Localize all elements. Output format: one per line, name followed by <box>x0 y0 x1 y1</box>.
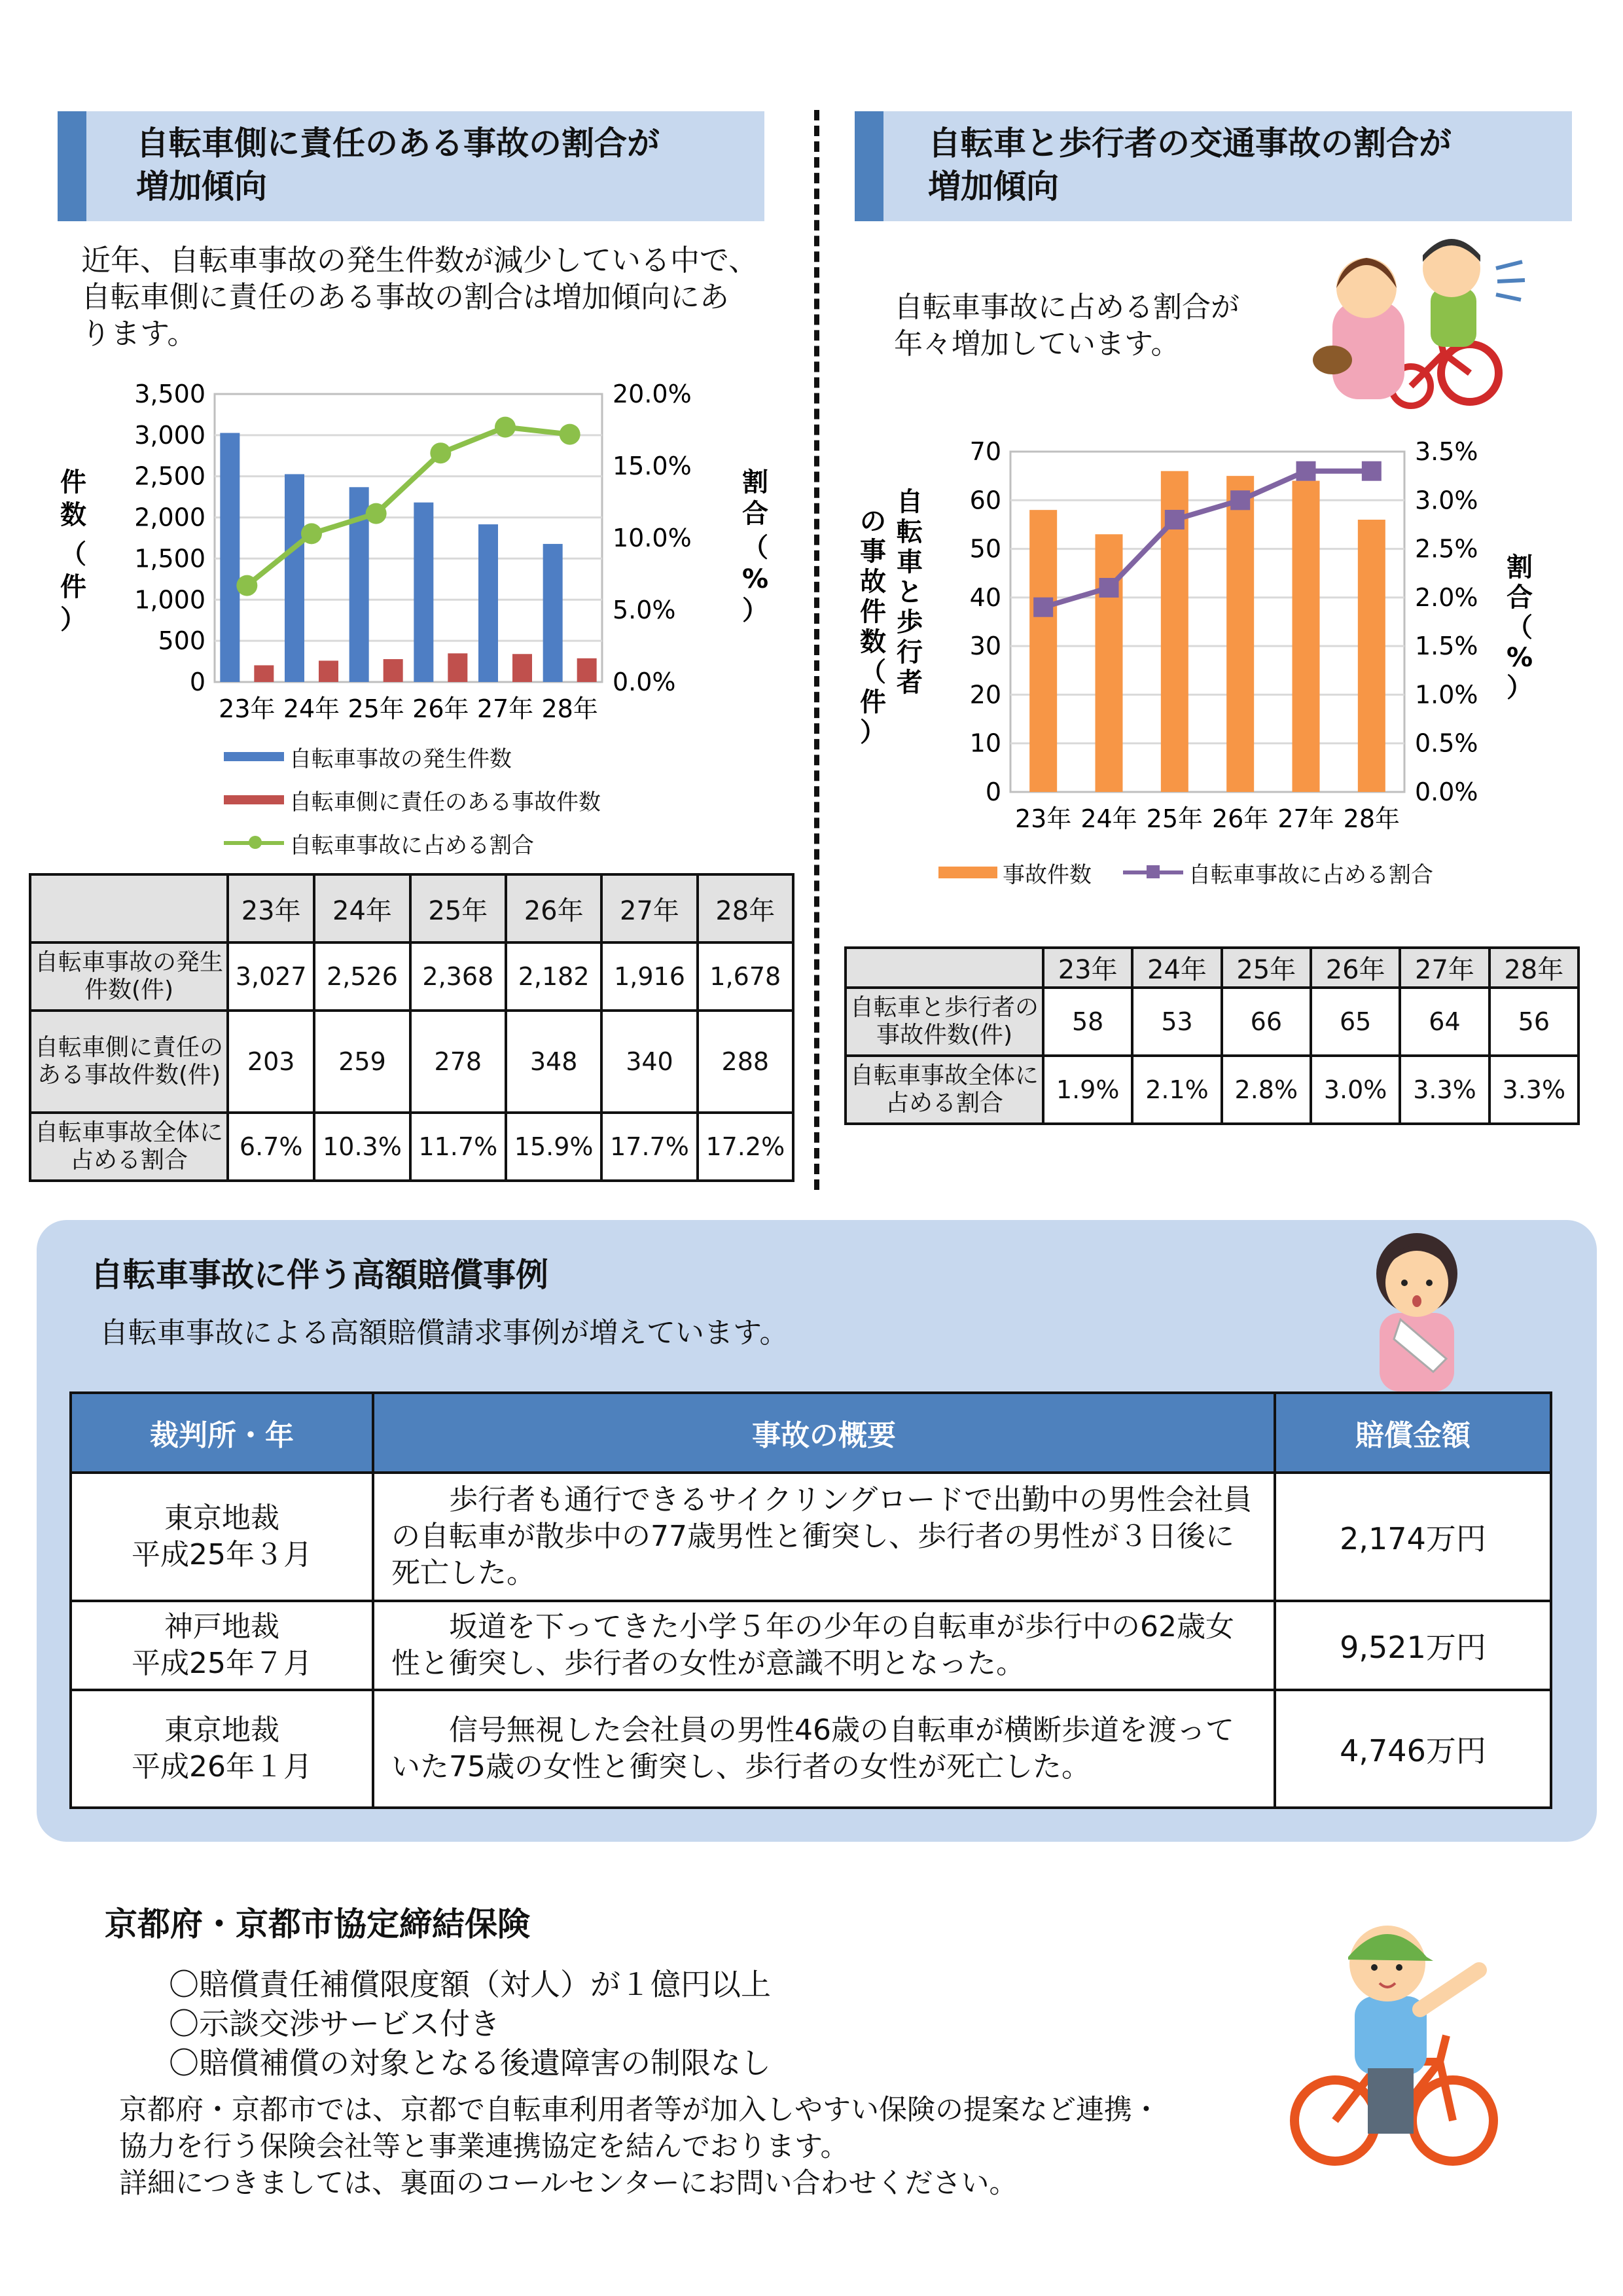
legend-item: 自転車事故の発生件数 <box>224 735 601 778</box>
y-axis-label: 者 <box>897 668 923 698</box>
year-header: 27年 <box>1400 948 1489 988</box>
accident-trend-chart <box>39 367 812 733</box>
right-tick-label: 1.0% <box>1415 680 1478 709</box>
legend-item: 自転車側に責任のある事故件数 <box>224 778 601 821</box>
left-tick-label: 10 <box>969 728 1001 758</box>
court-cell: 東京地裁 平成26年１月 <box>71 1690 373 1808</box>
left-section-title: 自転車側に責任のある事故の割合が 増加傾向 <box>136 124 660 206</box>
data-point <box>1230 490 1250 510</box>
legend-item: 自転車事故に占める割合 <box>1123 851 1433 894</box>
bar <box>1358 520 1385 792</box>
legend-item: 自転車事故に占める割合 <box>224 821 601 865</box>
x-tick-label: 23年 <box>219 694 276 723</box>
compensation-cases-panel <box>37 1220 1597 1842</box>
bar <box>285 474 304 682</box>
header-accent-bar <box>58 111 86 221</box>
y2-axis-label: （ <box>1507 613 1533 643</box>
right-tick-label: 0.5% <box>1415 728 1478 758</box>
bar <box>543 544 563 682</box>
left-section-header <box>58 111 764 221</box>
y-axis-label: 故 <box>860 567 886 597</box>
right-tick-label: 1.5% <box>1415 632 1478 661</box>
year-header: 26年 <box>1311 948 1400 988</box>
left-tick-label: 2,500 <box>134 461 205 491</box>
legend-swatch-red <box>224 795 284 804</box>
x-tick-label: 28年 <box>1343 804 1400 833</box>
x-tick-label: 27年 <box>1277 804 1334 833</box>
x-tick-label: 26年 <box>1211 804 1269 833</box>
bar <box>254 665 274 682</box>
data-point <box>430 442 451 463</box>
data-point <box>1362 461 1382 481</box>
right-tick-label: 2.0% <box>1415 583 1478 612</box>
right-chart-legend <box>938 851 1433 894</box>
x-tick-label: 24年 <box>1080 804 1137 833</box>
bar <box>577 658 597 682</box>
header-accent-bar <box>855 111 883 221</box>
y2-axis-label: 割 <box>742 467 768 497</box>
cases-title: 自転車事故に伴う高額賠償事例 <box>90 1256 548 1294</box>
left-tick-label: 60 <box>969 486 1001 515</box>
y-axis-label: 歩 <box>897 607 923 637</box>
plot-frame <box>1010 452 1404 792</box>
row-label: 自転車事故全体に占める割合 <box>846 1056 1043 1124</box>
amount-cell: 2,174万円 <box>1275 1473 1551 1601</box>
bar <box>1029 510 1057 792</box>
summary-column-header: 事故の概要 <box>373 1393 1275 1473</box>
data-point <box>1165 510 1185 529</box>
cases-subtitle: 自転車事故による高額賠償請求事例が増えています。 <box>99 1316 789 1350</box>
boy-on-bicycle-illustration <box>1283 1911 1505 2186</box>
court-cell: 神戸地裁 平成25年７月 <box>71 1601 373 1690</box>
x-tick-label: 28年 <box>541 694 598 723</box>
bar <box>414 503 433 682</box>
y-axis-label: 自 <box>897 487 923 517</box>
left-description: 近年、自転車事故の発生件数が減少している中で、 自転車側に責任のある事故の割合は増加傾向にあ ります。 <box>81 243 758 351</box>
x-tick-label: 25年 <box>348 694 404 723</box>
row-label: 自転車事故全体に占める割合 <box>30 1113 228 1181</box>
y-axis-label: （ <box>860 657 886 687</box>
y2-axis-label: 割 <box>1507 552 1533 583</box>
right-tick-label: 15.0% <box>613 452 692 480</box>
year-header: 23年 <box>1043 948 1132 988</box>
x-tick-label: 26年 <box>412 694 469 723</box>
insurance-bullet: 〇示談交渉サービス付き <box>169 2006 500 2041</box>
compensation-cases-table <box>69 1391 1552 1809</box>
table-row: 自転車側に責任のある事故件数(件) 203 259 278 348 340 288 <box>30 1011 793 1113</box>
data-point <box>1099 578 1119 598</box>
y2-axis-label: （ <box>742 533 768 563</box>
left-tick-label: 20 <box>969 680 1001 709</box>
legend-swatch-blue <box>224 752 284 761</box>
y-axis-label: と <box>897 577 923 607</box>
right-data-table <box>844 946 1580 1125</box>
right-tick-label: 3.0% <box>1415 486 1478 515</box>
left-tick-label: 30 <box>969 632 1001 661</box>
y-axis-label: 転 <box>897 517 923 547</box>
table-corner-cell <box>30 874 228 942</box>
summary-cell: 信号無視した会社員の男性46歳の自転車が横断歩道を渡っていた75歳の女性と衝突し、歩行者の女性が死亡した。 <box>373 1690 1275 1808</box>
left-tick-label: 1,500 <box>134 544 205 573</box>
left-tick-label: 1,000 <box>134 585 205 615</box>
bar <box>383 659 403 682</box>
summary-cell: 歩行者も通行できるサイクリングロードで出勤中の男性会社員の自転車が散歩中の77歳男性と衝突し、歩行者の男性が３日後に死亡した。 <box>373 1473 1275 1601</box>
y-axis-label: 件 <box>860 687 886 717</box>
injured-girl-illustration <box>1361 1215 1472 1391</box>
data-point <box>301 523 322 544</box>
summary-cell: 坂道を下ってきた小学５年の少年の自転車が歩行中の62歳女性と衝突し、歩行者の女性が意識不明となった。 <box>373 1601 1275 1690</box>
x-tick-label: 23年 <box>1014 804 1072 833</box>
amount-column-header: 賠償金額 <box>1275 1393 1551 1473</box>
left-chart-legend <box>224 735 601 865</box>
y-axis-label: 事 <box>860 537 886 567</box>
right-tick-label: 0.0% <box>613 668 676 696</box>
data-point <box>560 424 580 445</box>
table-row: 自転車と歩行者の事故件数(件) 58 53 66 65 64 56 <box>846 988 1578 1056</box>
court-column-header: 裁判所・年 <box>71 1393 373 1473</box>
bar <box>319 660 338 682</box>
year-header: 28年 <box>1489 948 1578 988</box>
insurance-bullet: 〇賠償責任補償限度額（対人）が１億円以上 <box>169 1967 771 2002</box>
table-row <box>71 1690 1551 1808</box>
x-tick-label: 25年 <box>1146 804 1204 833</box>
y-axis-label: 件 <box>60 467 86 497</box>
left-tick-label: 0 <box>189 668 205 696</box>
row-label: 自転車と歩行者の事故件数(件) <box>846 988 1043 1056</box>
insurance-description: 京都府・京都市では、京都で自転車利用者等が加入しやすい保険の提案など連携・ 協力を行う保険会社等と事業連携協定を結んでおります。 詳細につきましては、裏面のコールセンターにお問い合わせください。 <box>119 2094 1160 2200</box>
y2-axis-label: ） <box>1507 673 1533 703</box>
y-axis-label: 数 <box>60 500 86 530</box>
table-corner-cell <box>846 948 1043 988</box>
year-header: 25年 <box>410 874 506 942</box>
table-row <box>71 1601 1551 1690</box>
right-tick-label: 3.5% <box>1415 437 1478 466</box>
right-tick-label: 20.0% <box>613 380 692 408</box>
left-tick-label: 2,000 <box>134 503 205 532</box>
right-tick-label: 0.0% <box>1415 778 1478 806</box>
data-point <box>495 417 516 438</box>
amount-cell: 4,746万円 <box>1275 1690 1551 1808</box>
y-axis-label: ） <box>860 717 886 747</box>
left-tick-label: 3,500 <box>134 380 205 408</box>
year-header: 24年 <box>314 874 410 942</box>
left-tick-label: 3,000 <box>134 420 205 450</box>
year-header: 26年 <box>506 874 601 942</box>
bar <box>1293 481 1320 792</box>
y-axis-label: 数 <box>860 627 886 657</box>
bicycle-pedestrian-chart <box>844 425 1597 844</box>
right-section-title: 自転車と歩行者の交通事故の割合が 増加傾向 <box>928 124 1452 206</box>
bar <box>220 433 240 682</box>
legend-swatch-purple-line <box>1123 870 1183 874</box>
data-point <box>1033 598 1053 617</box>
right-section-header <box>855 111 1572 221</box>
y-axis-label: 行 <box>897 637 923 668</box>
right-tick-label: 5.0% <box>613 596 676 624</box>
left-tick-label: 70 <box>969 437 1001 466</box>
table-row <box>71 1473 1551 1601</box>
bar <box>448 653 467 682</box>
column-divider <box>814 110 819 1190</box>
y-axis-label: の <box>860 507 886 537</box>
year-header: 24年 <box>1132 948 1221 988</box>
y-axis-label: 件 <box>860 597 886 627</box>
left-tick-label: 50 <box>969 534 1001 564</box>
amount-cell: 9,521万円 <box>1275 1601 1551 1690</box>
left-tick-label: 40 <box>969 583 1001 612</box>
data-point <box>366 503 387 524</box>
data-point <box>236 575 257 596</box>
bar <box>478 524 498 682</box>
right-description: 自転車事故に占める割合が 年々増加しています。 <box>894 291 1240 361</box>
left-tick-label: 0 <box>985 778 1001 806</box>
legend-swatch-orange <box>938 867 997 878</box>
left-data-table <box>29 873 794 1182</box>
right-tick-label: 10.0% <box>613 524 692 552</box>
bicycle-pedestrian-collision-illustration <box>1306 229 1529 412</box>
y-axis-label: （ <box>60 539 86 569</box>
row-label: 自転車事故の発生件数(件) <box>30 942 228 1011</box>
y2-axis-label: 合 <box>1507 583 1533 613</box>
bar <box>1226 476 1254 792</box>
legend-item: 事故件数 <box>938 851 1092 894</box>
y-axis-label: ） <box>60 605 86 635</box>
insurance-title: 京都府・京都市協定締結保険 <box>105 1905 530 1943</box>
table-row: 自転車事故全体に占める割合 6.7% 10.3% 11.7% 15.9% 17.7% 17.2% <box>30 1113 793 1181</box>
y2-axis-label: 合 <box>742 499 768 529</box>
y2-axis-label: ） <box>742 596 768 626</box>
left-tick-label: 500 <box>158 626 205 656</box>
y2-axis-label: % <box>1506 643 1533 673</box>
series-line <box>1043 471 1372 607</box>
x-tick-label: 24年 <box>283 694 340 723</box>
y-axis-label: 車 <box>897 547 923 577</box>
year-header: 23年 <box>228 874 314 942</box>
legend-swatch-green-line <box>224 841 284 845</box>
bar <box>1096 534 1123 792</box>
data-point <box>1296 461 1316 481</box>
court-cell: 東京地裁 平成25年３月 <box>71 1473 373 1601</box>
y-axis-label: 件 <box>60 572 86 602</box>
right-tick-label: 2.5% <box>1415 534 1478 564</box>
year-header: 27年 <box>601 874 697 942</box>
row-label: 自転車側に責任のある事故件数(件) <box>30 1011 228 1113</box>
y2-axis-label: % <box>741 564 769 594</box>
x-tick-label: 27年 <box>476 694 534 723</box>
insurance-bullet: 〇賠償補償の対象となる後遺障害の制限なし <box>169 2045 771 2081</box>
table-row: 自転車事故全体に占める割合 1.9% 2.1% 2.8% 3.0% 3.3% 3.3% <box>846 1056 1578 1124</box>
year-header: 28年 <box>698 874 793 942</box>
bar <box>512 654 532 682</box>
year-header: 25年 <box>1222 948 1311 988</box>
table-row: 自転車事故の発生件数(件) 3,027 2,526 2,368 2,182 1,916 1,678 <box>30 942 793 1011</box>
